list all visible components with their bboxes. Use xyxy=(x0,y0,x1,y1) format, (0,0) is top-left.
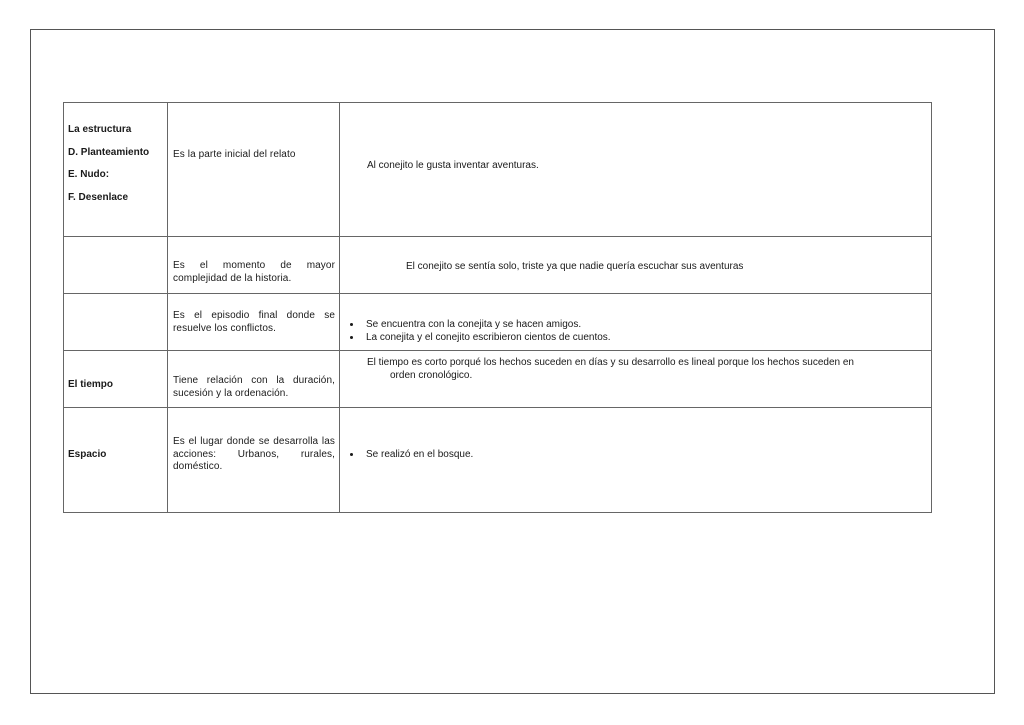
list-item: • Se encuentra con la conejita y se hacen amigos. xyxy=(362,318,931,331)
structure-label-cell xyxy=(64,103,168,237)
nudo-label-cell xyxy=(64,237,168,294)
tiempo-description: Tiene relación con la duración, sucesión y la ordenación. xyxy=(173,375,335,399)
espacio-label: Espacio xyxy=(68,449,107,460)
nudo-description-cell xyxy=(168,237,340,294)
espacio-description: Es el lugar donde se desarrolla las acciones: Urbanos, rurales, doméstico. xyxy=(173,436,335,472)
planteamiento-example: Al conejito le gusta inventar aventuras. xyxy=(367,160,539,171)
tiempo-example-line1: El tiempo es corto porqué los hechos suceden en días y su desarrollo es lineal porque los hechos suceden en xyxy=(367,357,854,368)
planteamiento-description-cell xyxy=(168,103,340,237)
table-row-espacio xyxy=(64,408,932,513)
planteamiento-example-cell xyxy=(340,103,932,237)
nudo-example-cell xyxy=(340,237,932,294)
nudo-description: Es el momento de mayor complejidad de la historia. xyxy=(173,260,335,284)
table-row-tiempo xyxy=(64,351,932,408)
desenlace-description: Es el episodio final donde se resuelve los conflictos. xyxy=(173,310,335,334)
espacio-description-cell xyxy=(168,408,340,513)
planteamiento-description: Es la parte inicial del relato xyxy=(173,149,296,160)
desenlace-label-cell xyxy=(64,294,168,351)
structure-table xyxy=(63,102,932,513)
espacio-example-cell xyxy=(340,408,932,513)
structure-item-desenlace: F. Desenlace xyxy=(68,191,129,203)
espacio-label-cell xyxy=(64,408,168,513)
tiempo-example-line2: orden cronológico. xyxy=(390,369,473,381)
table-row-planteamiento xyxy=(64,103,932,237)
desenlace-description-cell xyxy=(168,294,340,351)
tiempo-label: El tiempo xyxy=(68,379,114,390)
tiempo-label-cell xyxy=(64,351,168,408)
desenlace-example-cell xyxy=(340,294,932,351)
tiempo-description-cell xyxy=(168,351,340,408)
tiempo-example-cell xyxy=(340,351,932,408)
list-item: • La conejita y el conejito escribieron cientos de cuentos. xyxy=(362,331,931,344)
structure-item-nudo: E. Nudo: xyxy=(68,169,110,180)
table-row-nudo xyxy=(64,237,932,294)
structure-item-planteamiento: D. Planteamiento xyxy=(68,146,150,158)
structure-heading: La estructura xyxy=(68,124,132,135)
table-row-desenlace xyxy=(64,294,932,351)
espacio-bullet-list xyxy=(340,448,931,461)
desenlace-bullet-list xyxy=(340,318,931,344)
nudo-example: El conejito se sentía solo, triste ya que nadie quería escuchar sus aventuras xyxy=(406,261,744,272)
list-item: • Se realizó en el bosque. xyxy=(362,448,931,461)
